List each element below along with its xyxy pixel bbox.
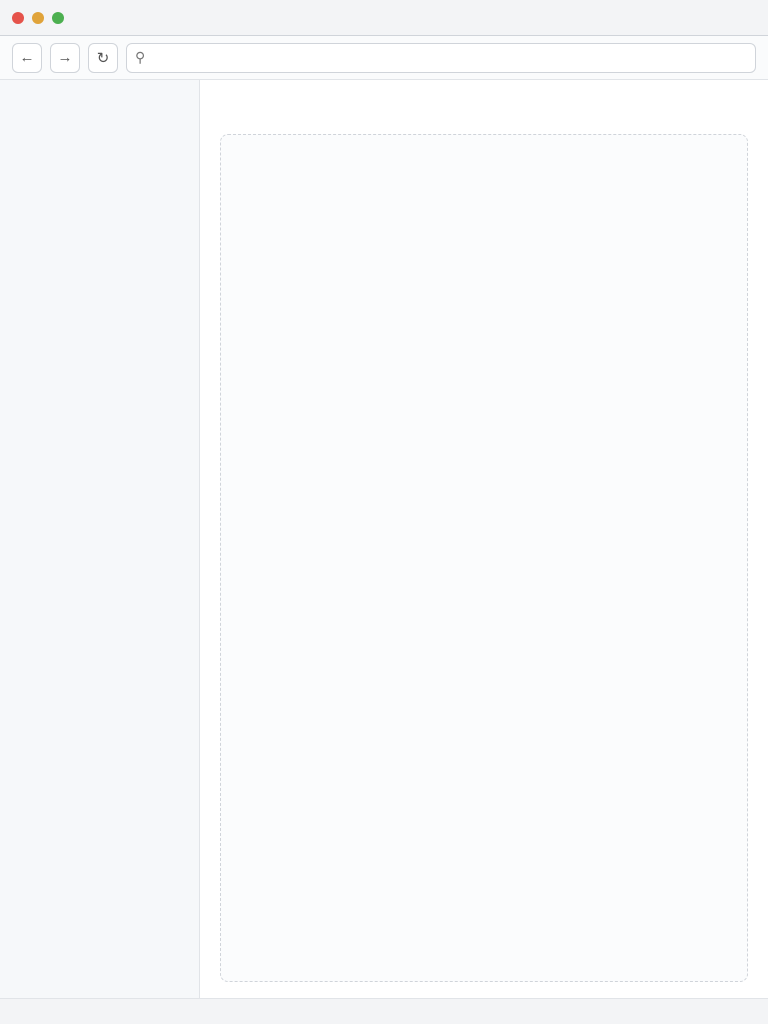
status-bar bbox=[0, 998, 768, 1024]
page-title bbox=[220, 96, 748, 122]
title-bar bbox=[0, 0, 768, 36]
content-area bbox=[220, 134, 748, 982]
toolbar bbox=[0, 36, 768, 80]
close-window-button[interactable] bbox=[12, 12, 24, 24]
main-panel bbox=[200, 80, 768, 998]
search-box bbox=[126, 43, 756, 73]
minimize-window-button[interactable] bbox=[32, 12, 44, 24]
search-input[interactable] bbox=[151, 50, 747, 65]
back-button[interactable] bbox=[12, 43, 42, 73]
app-body bbox=[0, 80, 768, 998]
search-icon: ⚲ bbox=[135, 49, 146, 65]
window-controls bbox=[12, 12, 64, 24]
refresh-button[interactable] bbox=[88, 43, 118, 73]
forward-icon: → bbox=[57, 49, 73, 66]
refresh-icon: ↻ bbox=[96, 49, 110, 67]
sidebar bbox=[0, 80, 200, 998]
forward-button[interactable] bbox=[50, 43, 80, 73]
back-icon: ← bbox=[19, 49, 35, 66]
maximize-window-button[interactable] bbox=[52, 12, 64, 24]
sidebar-heading bbox=[8, 92, 191, 104]
